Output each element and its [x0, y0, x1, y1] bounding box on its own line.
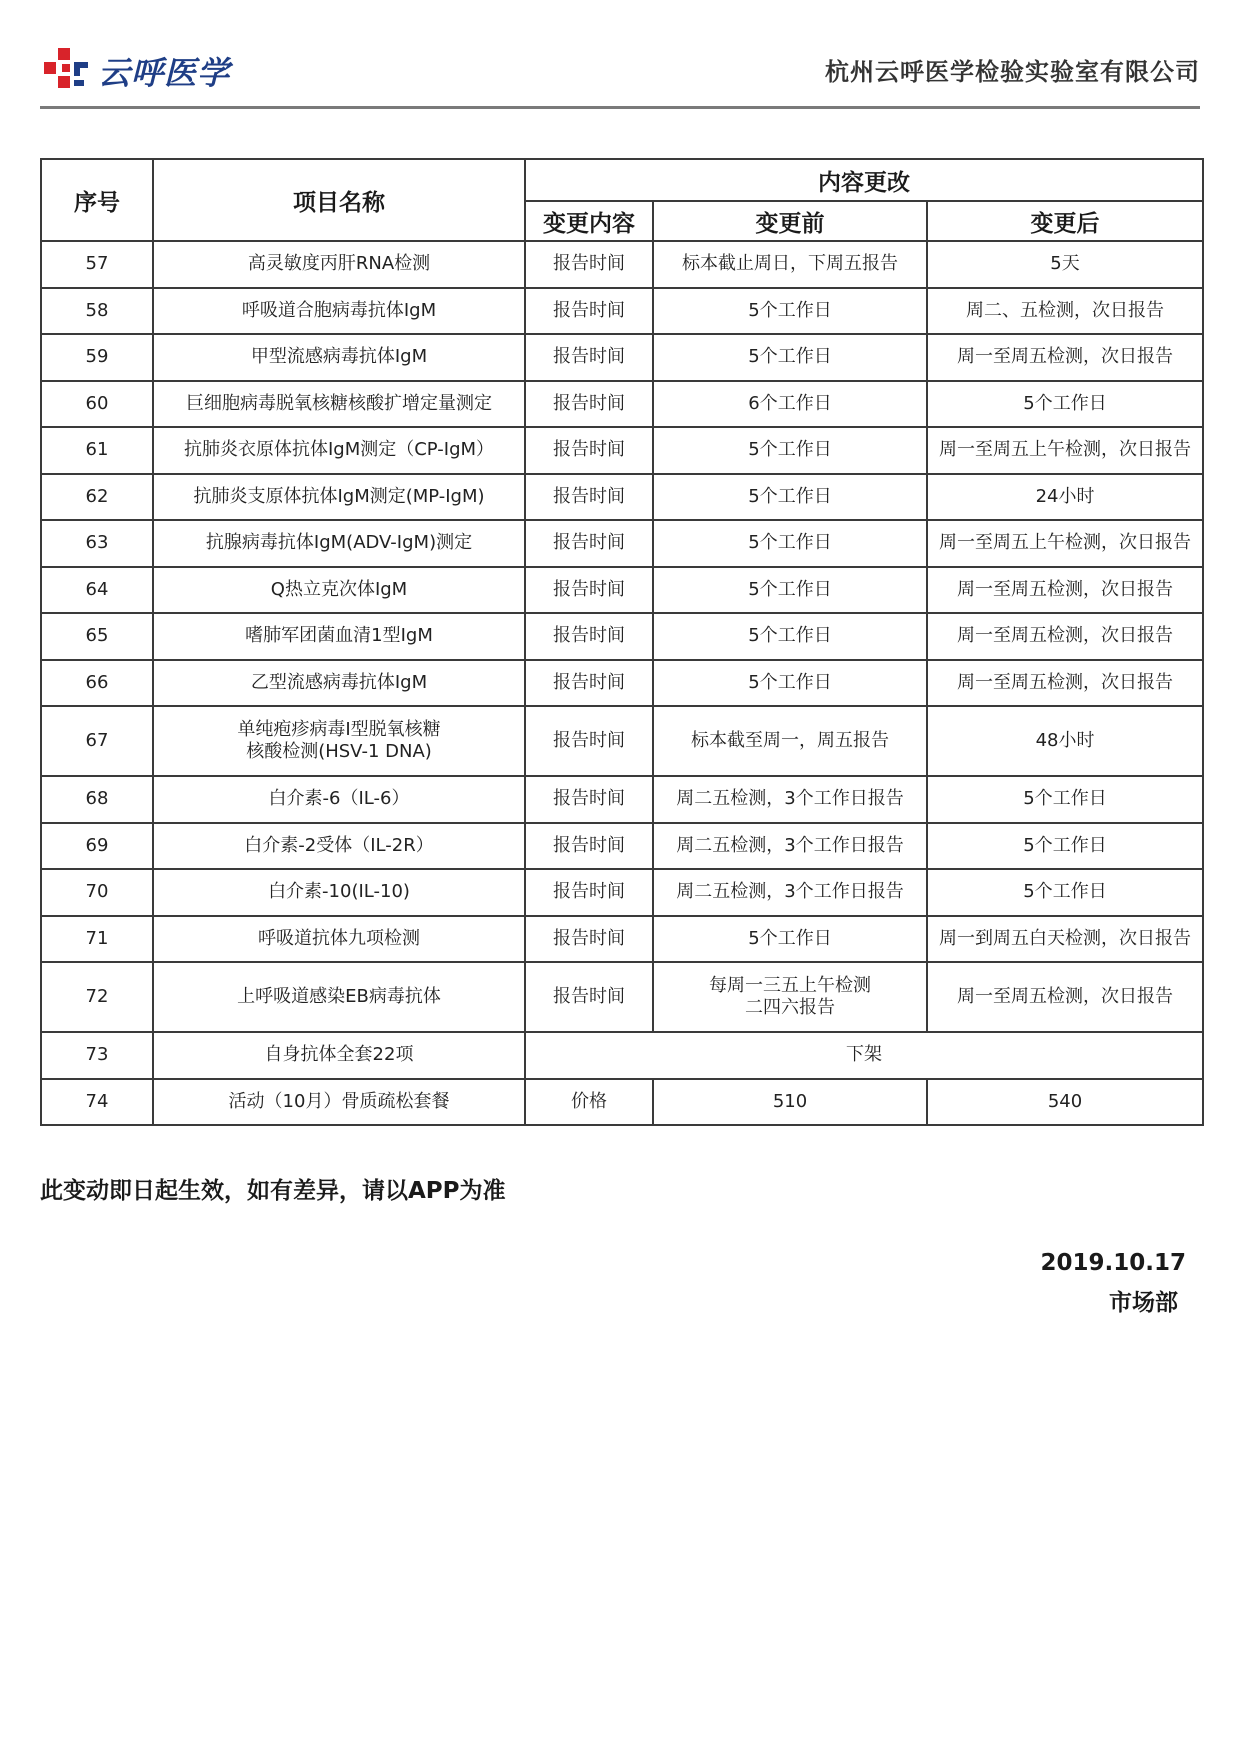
cell-before: 5个工作日	[653, 567, 927, 614]
header-after: 变更后	[927, 201, 1203, 241]
cell-after: 周一至周五检测，次日报告	[927, 334, 1203, 381]
cell-name: 抗腺病毒抗体IgM(ADV-IgM)测定	[153, 520, 525, 567]
company-name: 杭州云呼医学检验实验室有限公司	[825, 58, 1200, 86]
cell-after: 周一至周五上午检测，次日报告	[927, 520, 1203, 567]
table-row	[41, 288, 1203, 335]
cell-after: 周一到周五白天检测，次日报告	[927, 916, 1203, 963]
cell-before: 5个工作日	[653, 520, 927, 567]
cell-seq: 64	[41, 567, 153, 614]
cell-seq: 57	[41, 241, 153, 288]
cell-after: 48小时	[927, 706, 1203, 776]
cell-change: 价格	[525, 1079, 653, 1126]
cell-change: 报告时间	[525, 869, 653, 916]
cell-name: 巨细胞病毒脱氧核糖核酸扩增定量测定	[153, 381, 525, 428]
cell-seq: 59	[41, 334, 153, 381]
cell-before-line: 每周一三五上午检测	[709, 975, 871, 996]
table-row	[41, 381, 1203, 428]
cell-after: 5个工作日	[927, 823, 1203, 870]
header-change-item: 变更内容	[525, 201, 653, 241]
page-header	[40, 40, 1200, 109]
cell-merged-status: 下架	[525, 1032, 1203, 1079]
cell-after: 周二、五检测，次日报告	[927, 288, 1203, 335]
cell-change: 报告时间	[525, 613, 653, 660]
table-header-row	[41, 159, 1203, 201]
cell-seq: 62	[41, 474, 153, 521]
header-before: 变更前	[653, 201, 927, 241]
cell-before: 5个工作日	[653, 288, 927, 335]
cell-change: 报告时间	[525, 288, 653, 335]
cell-name: 嗜肺军团菌血清1型IgM	[153, 613, 525, 660]
cell-before: 6个工作日	[653, 381, 927, 428]
cell-seq: 60	[41, 381, 153, 428]
cell-name: 呼吸道合胞病毒抗体IgM	[153, 288, 525, 335]
cell-before: 周二五检测，3个工作日报告	[653, 823, 927, 870]
cell-before: 5个工作日	[653, 427, 927, 474]
cell-change: 报告时间	[525, 706, 653, 776]
cell-after: 周一至周五检测，次日报告	[927, 567, 1203, 614]
cell-before: 5个工作日	[653, 613, 927, 660]
cell-before	[653, 962, 927, 1032]
cell-before: 5个工作日	[653, 474, 927, 521]
cell-seq: 66	[41, 660, 153, 707]
cell-change: 报告时间	[525, 474, 653, 521]
cell-change: 报告时间	[525, 916, 653, 963]
cell-seq: 65	[41, 613, 153, 660]
cell-before-line: 二四六报告	[745, 997, 835, 1018]
cell-name: 甲型流感病毒抗体IgM	[153, 334, 525, 381]
table-row	[41, 776, 1203, 823]
cell-seq: 68	[41, 776, 153, 823]
cell-seq: 72	[41, 962, 153, 1032]
table-row	[41, 334, 1203, 381]
table-row	[41, 427, 1203, 474]
cell-before: 周二五检测，3个工作日报告	[653, 869, 927, 916]
table-row	[41, 474, 1203, 521]
cell-after: 540	[927, 1079, 1203, 1126]
cell-change: 报告时间	[525, 823, 653, 870]
cell-before: 5个工作日	[653, 916, 927, 963]
cell-name: 活动（10月）骨质疏松套餐	[153, 1079, 525, 1126]
issue-date: 2019.10.17	[1040, 1250, 1186, 1276]
cell-name: Q热立克次体IgM	[153, 567, 525, 614]
cell-before: 标本截止周日，下周五报告	[653, 241, 927, 288]
table-row	[41, 520, 1203, 567]
department: 市场部	[1109, 1290, 1178, 1316]
cell-name-line: 核酸检测(HSV-1 DNA)	[246, 741, 432, 762]
cell-change: 报告时间	[525, 334, 653, 381]
cell-seq: 63	[41, 520, 153, 567]
cell-change: 报告时间	[525, 381, 653, 428]
cell-after: 24小时	[927, 474, 1203, 521]
cell-after: 周一至周五检测，次日报告	[927, 613, 1203, 660]
cell-before: 510	[653, 1079, 927, 1126]
cell-name: 上呼吸道感染EB病毒抗体	[153, 962, 525, 1032]
table-row	[41, 706, 1203, 776]
cell-name: 乙型流感病毒抗体IgM	[153, 660, 525, 707]
cell-before: 5个工作日	[653, 660, 927, 707]
cell-name-line: 单纯疱疹病毒Ⅰ型脱氧核糖	[237, 719, 441, 740]
cell-after: 周一至周五上午检测，次日报告	[927, 427, 1203, 474]
cell-before: 周二五检测，3个工作日报告	[653, 776, 927, 823]
cell-change: 报告时间	[525, 660, 653, 707]
cell-after: 周一至周五检测，次日报告	[927, 962, 1203, 1032]
logo-text: 云呼医学	[98, 54, 231, 92]
table-row	[41, 823, 1203, 870]
cell-change: 报告时间	[525, 567, 653, 614]
cell-after: 周一至周五检测，次日报告	[927, 660, 1203, 707]
cell-change: 报告时间	[525, 427, 653, 474]
cell-change: 报告时间	[525, 962, 653, 1032]
cell-seq: 69	[41, 823, 153, 870]
cell-change: 报告时间	[525, 241, 653, 288]
cell-name	[153, 706, 525, 776]
change-table	[40, 158, 1204, 1126]
cell-change: 报告时间	[525, 776, 653, 823]
table-row	[41, 1032, 1203, 1079]
header-seq: 序号	[41, 159, 153, 241]
table-row	[41, 869, 1203, 916]
table-row	[41, 613, 1203, 660]
cell-name: 白介素-2受体（IL-2R）	[153, 823, 525, 870]
cell-before: 5个工作日	[653, 334, 927, 381]
cell-after: 5天	[927, 241, 1203, 288]
table-row	[41, 916, 1203, 963]
medical-cross-icon	[40, 46, 94, 96]
table-row	[41, 962, 1203, 1032]
cell-seq: 71	[41, 916, 153, 963]
cell-after: 5个工作日	[927, 869, 1203, 916]
cell-change: 报告时间	[525, 520, 653, 567]
cell-name: 高灵敏度丙肝RNA检测	[153, 241, 525, 288]
cell-name: 白介素-6（IL-6）	[153, 776, 525, 823]
cell-name: 白介素-10(IL-10)	[153, 869, 525, 916]
cell-seq: 67	[41, 706, 153, 776]
cell-before: 标本截至周一，周五报告	[653, 706, 927, 776]
table-row	[41, 567, 1203, 614]
cell-after: 5个工作日	[927, 776, 1203, 823]
cell-seq: 70	[41, 869, 153, 916]
cell-name: 呼吸道抗体九项检测	[153, 916, 525, 963]
cell-seq: 58	[41, 288, 153, 335]
table-row	[41, 241, 1203, 288]
header-group: 内容更改	[525, 159, 1203, 201]
cell-name: 抗肺炎支原体抗体IgM测定(MP-IgM)	[153, 474, 525, 521]
header-name: 项目名称	[153, 159, 525, 241]
effective-notice: 此变动即日起生效，如有差异，请以APP为准	[40, 1178, 506, 1204]
table-row	[41, 1079, 1203, 1126]
cell-seq: 74	[41, 1079, 153, 1126]
logo	[40, 46, 230, 96]
cell-seq: 73	[41, 1032, 153, 1079]
cell-after: 5个工作日	[927, 381, 1203, 428]
cell-name: 自身抗体全套22项	[153, 1032, 525, 1079]
cell-name: 抗肺炎衣原体抗体IgM测定（CP-IgM）	[153, 427, 525, 474]
table-row	[41, 660, 1203, 707]
cell-seq: 61	[41, 427, 153, 474]
